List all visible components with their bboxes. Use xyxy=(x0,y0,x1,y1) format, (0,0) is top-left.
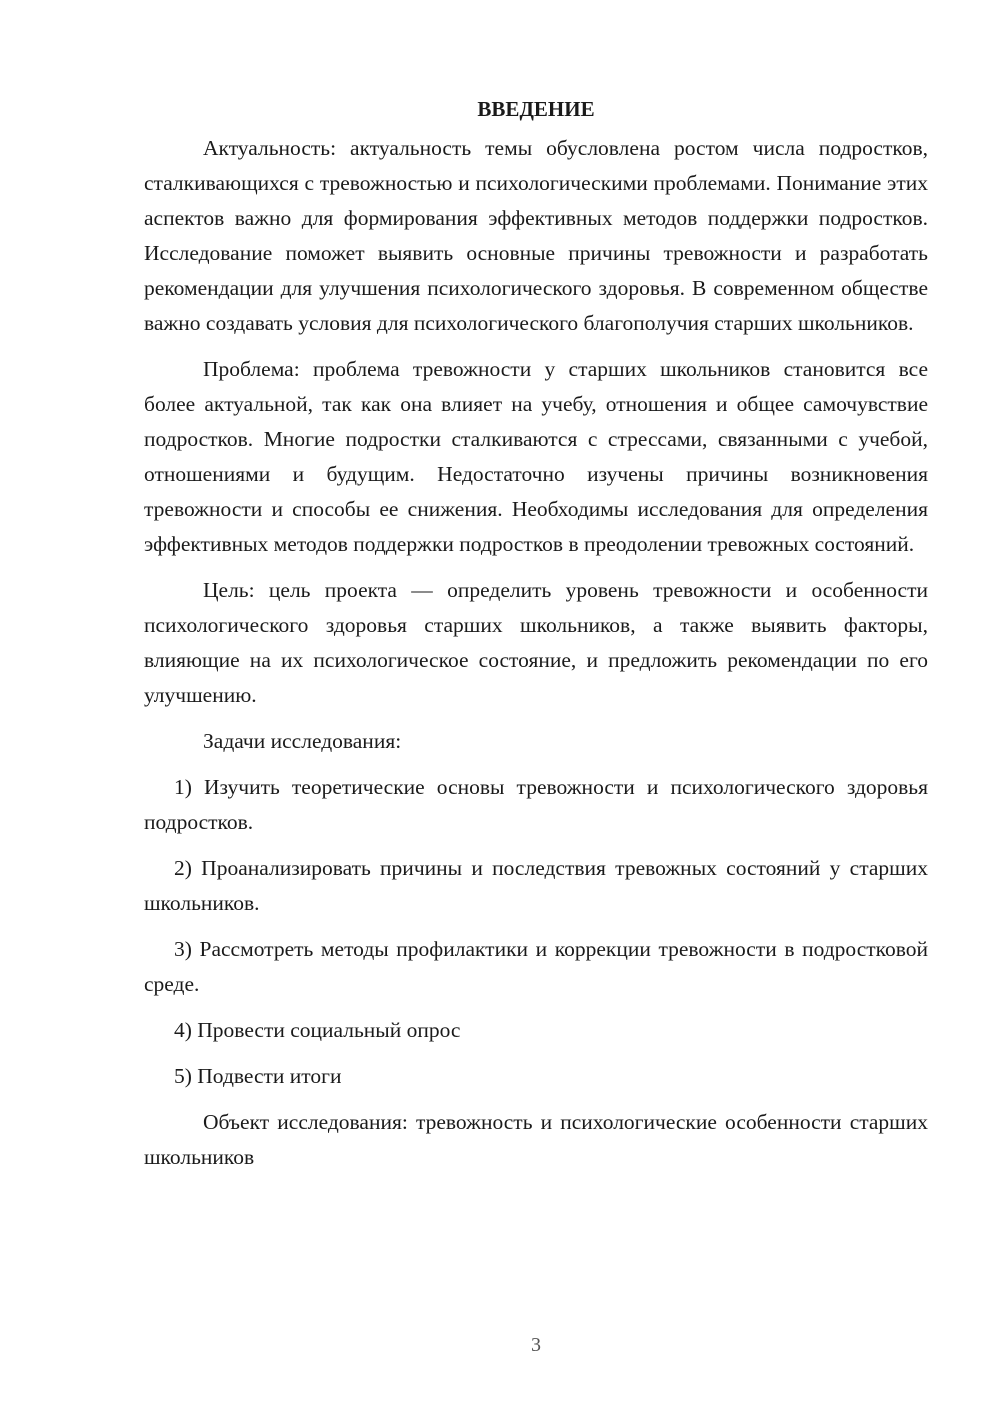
paragraph-relevance: Актуальность: актуальность темы обусловлена ростом числа подростков, сталкивающихся с тревожностью и психологическими проблемами. Понимание этих аспектов важно для формирования эффективных методов поддержки подростков. Исследование поможет выявить основные причины тревожности и разработать рекомендации для улучшения психологического здоровья. В современном обществе важно создавать условия для психологического благополучия старших школьников. xyxy=(144,136,928,335)
task-item-5: 5) Подвести итоги xyxy=(174,1064,342,1088)
paragraph-goal: Цель: цель проекта — определить уровень тревожности и особенности психологического здоровья старших школьников, а также выявить факторы, влияющие на их психологическое состояние, и предложить рекомендации по его улучшению. xyxy=(144,578,928,707)
task-item-3: 3) Рассмотреть методы профилактики и коррекции тревожности в подростковой среде. xyxy=(144,937,928,996)
paragraph-object: Объект исследования: тревожность и психологические особенности старших школьников xyxy=(144,1110,928,1169)
paragraph-problem: Проблема: проблема тревожности у старших школьников становится все более актуальной, так как она влияет на учебу, отношения и общее самочувствие подростков. Многие подростки сталкиваются с стрессами, связанными с учебой, отношениями и будущим. Недостаточно изучены причины возникновения тревожности и способы ее снижения. Необходимы исследования для определения эффективных методов поддержки подростков в преодолении тревожных состояний. xyxy=(144,357,928,556)
document-page xyxy=(144,92,928,1186)
page-number: 3 xyxy=(531,1334,541,1356)
task-item-4: 4) Провести социальный опрос xyxy=(174,1018,461,1042)
task-item-2: 2) Проанализировать причины и последствия тревожных состояний у старших школьников. xyxy=(144,856,928,915)
task-item-1: 1) Изучить теоретические основы тревожности и психологического здоровья подростков. xyxy=(144,775,928,834)
tasks-heading: Задачи исследования: xyxy=(203,729,402,753)
section-title: ВВЕДЕНИЕ xyxy=(477,97,595,121)
